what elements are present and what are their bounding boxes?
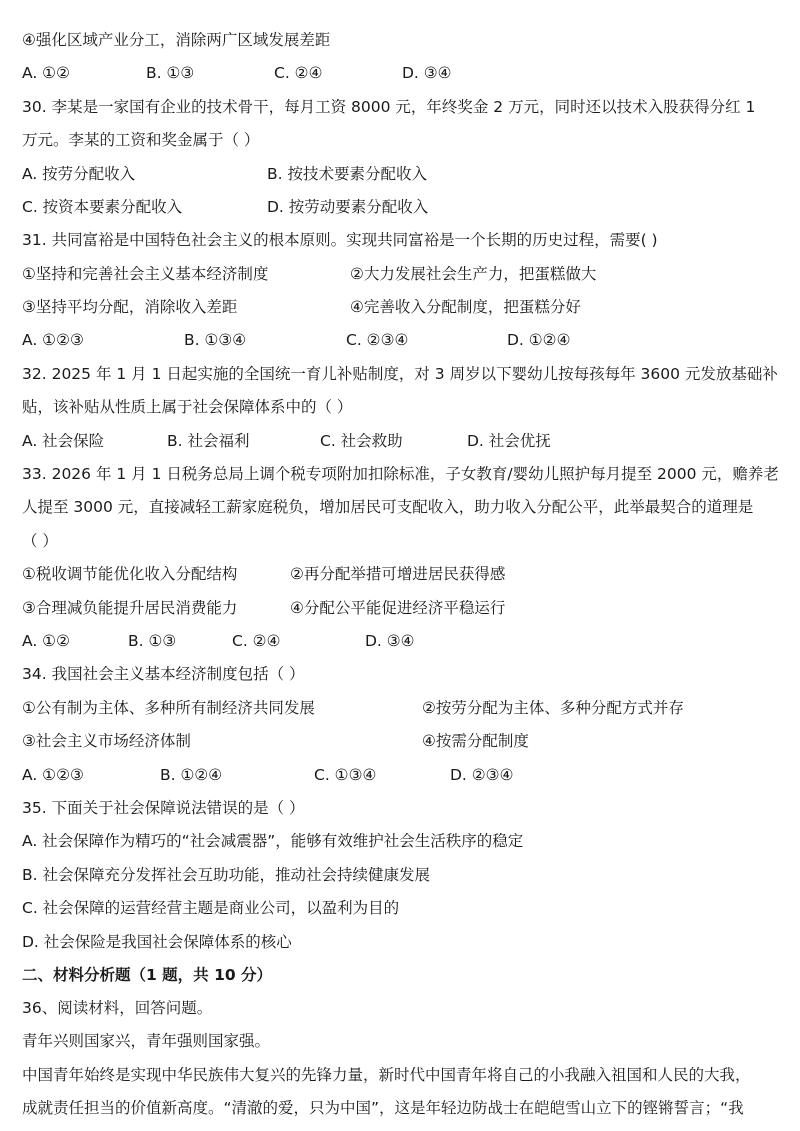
statement-1: ①公有制为主体、多种所有制经济共同发展: [22, 699, 315, 717]
statement-1: ①税收调节能优化收入分配结构: [22, 565, 238, 583]
question-31-stem: 31. 共同富裕是中国特色社会主义的根本原则。实现共同富裕是一个长期的历史过程，需要( ): [22, 231, 658, 249]
option-d[interactable]: D. ①②④: [507, 331, 571, 349]
option-d[interactable]: D. ③④: [365, 632, 415, 650]
statement-2: ②再分配举措可增进居民获得感: [290, 565, 506, 583]
question-33-stem-line-2: 人提至 3000 元，直接减轻工薪家庭税负，增加居民可支配收入，助力收入分配公平，此举最契合的道理是: [22, 498, 754, 516]
statement-3: ③社会主义市场经济体制: [22, 732, 191, 750]
statement-3: ③合理减负能提升居民消费能力: [22, 599, 238, 617]
option-a[interactable]: A. ①②: [22, 632, 70, 650]
option-b[interactable]: B. ①③: [146, 64, 195, 82]
option-c[interactable]: C. ②③④: [346, 331, 409, 349]
section-heading: 二、材料分析题（1 题，共 10 分）: [22, 966, 273, 984]
option-a[interactable]: A. ①②③: [22, 331, 84, 349]
question-32-stem-line-2: 贴，该补贴从性质上属于社会保障体系中的（ ）: [22, 398, 353, 416]
material-line-3: 成就责任担当的价值新高度。“清澈的爱，只为中国”，这是年轻边防战士在皑皑雪山立下的铿锵誓言；“我: [22, 1099, 744, 1117]
option-b[interactable]: B. 社会保障充分发挥社会互助功能，推动社会持续健康发展: [22, 866, 430, 884]
material-line-2: 中国青年始终是实现中华民族伟大复兴的先锋力量，新时代中国青年将自己的小我融入祖国和人民的大我，: [22, 1066, 751, 1084]
option-d[interactable]: D. 按劳动要素分配收入: [267, 198, 429, 216]
question-30-stem-line-2: 万元。李某的工资和奖金属于（ ）: [22, 131, 260, 149]
question-32-stem-line-1: 32. 2025 年 1 月 1 日起实施的全国统一育儿补贴制度，对 3 周岁以下婴幼儿按每孩每年 3600 元发放基础补: [22, 365, 778, 383]
option-c[interactable]: C. ②④: [274, 64, 323, 82]
question-33-stem-line-1: 33. 2026 年 1 月 1 日税务总局上调个税专项附加扣除标准，子女教育/婴幼儿照护每月提至 2000 元，赡养老: [22, 465, 779, 483]
statement-3: ③坚持平均分配，消除收入差距: [22, 298, 238, 316]
option-b[interactable]: B. ①②④: [160, 766, 223, 784]
option-b[interactable]: B. ①③: [128, 632, 177, 650]
option-c[interactable]: C. 社会救助: [320, 432, 403, 450]
statement-4: ④按需分配制度: [422, 732, 529, 750]
carry-over-item-4: ④强化区域产业分工，消除两广区域发展差距: [22, 31, 331, 49]
statement-4: ④分配公平能促进经济平稳运行: [290, 599, 506, 617]
question-34-stem: 34. 我国社会主义基本经济制度包括（ ）: [22, 665, 305, 683]
option-a[interactable]: A. ①②: [22, 64, 70, 82]
option-c[interactable]: C. 按资本要素分配收入: [22, 198, 183, 216]
option-b[interactable]: B. 社会福利: [167, 432, 250, 450]
option-a[interactable]: A. 按劳分配收入: [22, 165, 136, 183]
option-a[interactable]: A. 社会保险: [22, 432, 105, 450]
question-35-stem: 35. 下面关于社会保障说法错误的是（ ）: [22, 799, 305, 817]
option-d[interactable]: D. 社会优抚: [467, 432, 551, 450]
option-c[interactable]: C. ①③④: [314, 766, 377, 784]
option-d[interactable]: D. 社会保险是我国社会保障体系的核心: [22, 933, 292, 951]
material-line-1: 青年兴则国家兴，青年强则国家强。: [22, 1032, 271, 1050]
question-30-stem-line-1: 30. 李某是一家国有企业的技术骨干，每月工资 8000 元，年终奖金 2 万元，同时还以技术入股获得分红 1: [22, 98, 756, 116]
option-b[interactable]: B. ①③④: [184, 331, 247, 349]
option-c[interactable]: C. 社会保障的运营经营主题是商业公司，以盈利为目的: [22, 899, 400, 917]
statement-2: ②大力发展社会生产力，把蛋糕做大: [350, 265, 597, 283]
option-a[interactable]: A. ①②③: [22, 766, 84, 784]
option-d[interactable]: D. ③④: [402, 64, 452, 82]
option-c[interactable]: C. ②④: [232, 632, 281, 650]
question-36-stem: 36、阅读材料，回答问题。: [22, 999, 213, 1017]
option-a[interactable]: A. 社会保障作为精巧的“社会减震器”，能够有效维护社会生活秩序的稳定: [22, 832, 524, 850]
statement-2: ②按劳分配为主体、多种分配方式并存: [422, 699, 684, 717]
option-d[interactable]: D. ②③④: [450, 766, 514, 784]
statement-1: ①坚持和完善社会主义基本经济制度: [22, 265, 269, 283]
question-33-stem-line-3: （ ）: [22, 532, 58, 550]
option-b[interactable]: B. 按技术要素分配收入: [267, 165, 427, 183]
statement-4: ④完善收入分配制度，把蛋糕分好: [350, 298, 581, 316]
